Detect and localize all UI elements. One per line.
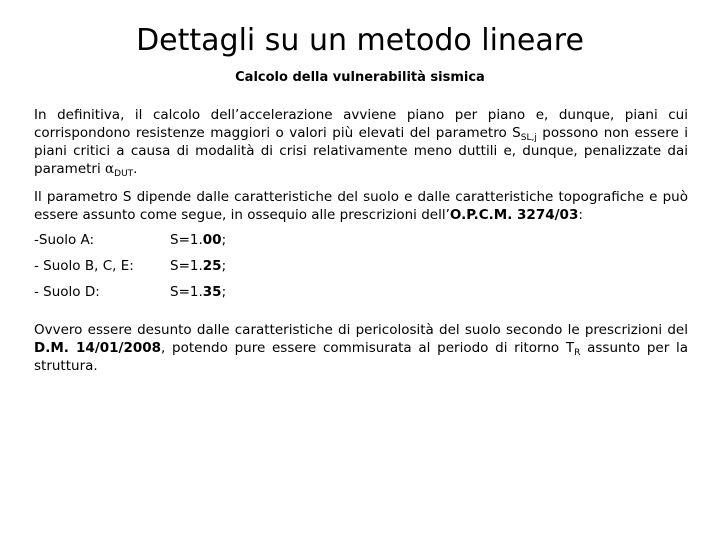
paragraph-text: Il parametro S dipende dalle caratteristiche del suolo e dalle caratteristiche topografiche e può essere assunto come segue, in ossequio alle prescrizioni dell’ xyxy=(34,189,688,223)
soil-value xyxy=(170,227,226,253)
paragraph-text: Ovvero essere desunto dalle caratteristiche di pericolosità del suolo secondo le prescrizioni del xyxy=(34,322,688,338)
paragraph-text: : xyxy=(578,207,583,223)
subscript-sl-j: SL,j xyxy=(520,133,537,143)
soil-value-suffix: ; xyxy=(221,284,227,300)
paragraph-text: . xyxy=(133,161,138,177)
paragraph-text: In definitiva, il calcolo dell’accelerazione avviene piano per piano e, dunque, piani cui corrispondono resistenze maggiori o valori più elevati del parametro S xyxy=(34,107,688,141)
reference-opcm: O.P.C.M. 3274/03 xyxy=(449,207,579,223)
subscript-r: R xyxy=(574,348,581,358)
paragraph-text: assunto per la struttura. xyxy=(34,340,689,374)
soil-row-bce xyxy=(34,253,688,279)
paragraph-text: , potendo pure essere commisurata al periodo di ritorno T xyxy=(161,340,575,356)
soil-label: -Suolo A: xyxy=(34,232,95,248)
soil-value xyxy=(170,253,226,279)
soil-list xyxy=(34,227,688,305)
soil-row-a xyxy=(34,227,688,253)
paragraph-acceleration xyxy=(34,106,688,182)
soil-value-decimal: 35 xyxy=(202,284,222,300)
soil-label: - Suolo D: xyxy=(34,284,100,300)
reference-dm: D.M. 14/01/2008 xyxy=(34,340,162,356)
soil-row-d xyxy=(34,279,688,305)
alpha-symbol: α xyxy=(105,161,115,177)
soil-value-prefix: S=1. xyxy=(170,258,203,274)
soil-value-decimal: 00 xyxy=(202,232,222,248)
soil-value xyxy=(170,279,226,305)
soil-label: - Suolo B, C, E: xyxy=(34,258,134,274)
soil-value-suffix: ; xyxy=(221,232,227,248)
paragraph-parameter-s xyxy=(34,188,688,224)
soil-value-decimal: 25 xyxy=(202,258,222,274)
soil-value-prefix: S=1. xyxy=(170,232,203,248)
paragraph-text: possono non essere i piani critici a causa di modalità di crisi relativamente meno duttili e, dunque, penalizzate dai parametri xyxy=(34,125,688,177)
soil-value-prefix: S=1. xyxy=(170,284,203,300)
slide-body xyxy=(34,106,688,375)
slide-subtitle: Calcolo della vulnerabilità sismica xyxy=(235,70,485,85)
slide-title: Dettagli su un metodo lineare xyxy=(136,23,584,58)
subscript-dut: DUT xyxy=(114,169,134,179)
soil-value-suffix: ; xyxy=(221,258,227,274)
paragraph-hazard xyxy=(34,321,688,375)
